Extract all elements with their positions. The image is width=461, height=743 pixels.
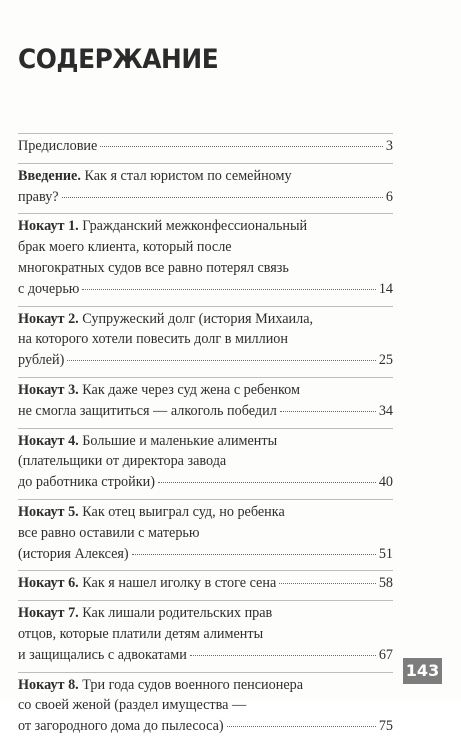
toc-entry-title-line: с дочерью	[18, 280, 80, 297]
toc-entry-line	[18, 716, 393, 737]
toc-entry[interactable]	[18, 499, 393, 570]
dot-leader	[280, 411, 376, 412]
table-of-contents	[18, 133, 393, 743]
dot-leader	[82, 289, 375, 290]
dot-leader	[67, 360, 375, 361]
page-title: СОДЕРЖАНИЕ	[18, 44, 219, 75]
toc-entry-title-line: рублей)	[18, 352, 65, 369]
dot-leader	[158, 482, 376, 483]
toc-entry-text	[18, 218, 307, 234]
toc-entry-line	[18, 380, 393, 401]
toc-entry-text	[18, 626, 263, 642]
toc-entry-title-line: со своей женой (раздел имущества —	[18, 697, 247, 714]
toc-entry-page-number: 58	[378, 575, 393, 592]
toc-entry-title-line: не смогла защититься — алкоголь победил	[18, 402, 277, 419]
toc-entry-label: Нокаут 4.	[18, 432, 79, 449]
toc-entry[interactable]	[18, 600, 393, 671]
toc-entry-text	[18, 504, 285, 520]
toc-entry-line	[18, 216, 393, 237]
toc-entry-title-line: праву?	[18, 188, 59, 205]
toc-entry-text	[18, 311, 313, 327]
toc-entry-label: Нокаут 7.	[18, 605, 79, 622]
toc-entry-line	[18, 401, 393, 422]
toc-entry-text	[18, 605, 272, 621]
toc-entry-page-number: 14	[378, 280, 393, 297]
toc-entry-line	[18, 573, 393, 594]
toc-entry-text	[18, 677, 303, 693]
toc-entry-text	[18, 573, 276, 594]
toc-entry-title-line: Как я стал юристом по семейному	[80, 167, 292, 184]
toc-entry-title-line: Как лишали родительских прав	[78, 605, 273, 622]
toc-entry-page-number: 51	[378, 545, 393, 562]
toc-entry-line	[18, 603, 393, 624]
toc-entry-line	[18, 695, 393, 716]
toc-entry-label: Нокаут 3.	[18, 381, 79, 398]
toc-entry-text	[18, 544, 129, 565]
dot-leader	[132, 554, 376, 555]
toc-entry-text	[18, 187, 59, 208]
toc-entry[interactable]	[18, 672, 393, 743]
toc-entry-page-number: 34	[378, 402, 393, 419]
toc-entry-text	[18, 168, 292, 184]
toc-entry-title-line: на которого хотели повесить долг в миллион	[18, 331, 288, 348]
toc-entry-line	[18, 451, 393, 472]
toc-entry[interactable]	[18, 306, 393, 377]
toc-entry-line	[18, 624, 393, 645]
page-number-badge: 143	[403, 658, 442, 684]
toc-entry-line	[18, 472, 393, 493]
toc-entry-line	[18, 309, 393, 330]
toc-entry-text	[18, 697, 246, 713]
toc-entry-page-number: 6	[385, 188, 393, 205]
toc-entry-page-number: 67	[378, 646, 393, 663]
toc-entry[interactable]	[18, 213, 393, 305]
toc-entry-line	[18, 187, 393, 208]
toc-entry-title-line: отцов, которые платили детям алименты	[18, 625, 264, 642]
toc-entry-text	[18, 401, 277, 422]
toc-entry-label: Нокаут 8.	[18, 676, 79, 693]
toc-entry-title-line: брак моего клиента, который после	[18, 239, 232, 256]
toc-entry-line	[18, 166, 393, 187]
toc-entry-text	[18, 260, 289, 276]
toc-entry-line	[18, 645, 393, 666]
toc-entry-text	[18, 645, 187, 666]
dot-leader	[227, 726, 376, 727]
toc-entry-label: Нокаут 2.	[18, 310, 79, 327]
dot-leader	[62, 197, 383, 198]
toc-entry-title-line: Гражданский межконфессиональный	[78, 218, 308, 235]
toc-entry[interactable]	[18, 163, 393, 214]
toc-entry-title-line: Как отец выиграл суд, но ребенка	[78, 503, 285, 520]
toc-entry-label: Нокаут 5.	[18, 503, 79, 520]
toc-entry-title-line: Супружеский долг (история Михаила,	[78, 310, 314, 327]
toc-entry-line	[18, 544, 393, 565]
toc-entry-line	[18, 502, 393, 523]
toc-entry-title-line: Большие и маленькие алименты	[78, 432, 278, 449]
toc-entry-line	[18, 350, 393, 371]
toc-entry-text	[18, 716, 224, 737]
toc-entry-line	[18, 258, 393, 279]
toc-entry-text	[18, 472, 155, 493]
toc-entry-title-line: и защищались с адвокатами	[18, 646, 187, 663]
toc-entry-text	[18, 433, 277, 449]
toc-entry-label: Введение.	[18, 167, 81, 184]
toc-entry-text	[18, 136, 97, 157]
toc-entry-text	[18, 453, 226, 469]
toc-entry-line	[18, 675, 393, 696]
toc-entry-page-number: 75	[378, 718, 393, 735]
toc-entry-label: Нокаут 6.	[18, 575, 79, 592]
toc-entry-text	[18, 382, 300, 398]
toc-entry-title-line: Как я нашел иголку в стоге сена	[78, 575, 277, 592]
dot-leader	[190, 655, 376, 656]
toc-entry-line	[18, 237, 393, 258]
toc-entry-page-number: 3	[385, 138, 393, 154]
toc-entry-page-number: 40	[378, 474, 393, 491]
toc-entry-title-line: Три года судов военного пенсионера	[78, 676, 304, 693]
toc-entry-title-line: до работника стройки)	[18, 474, 155, 491]
toc-entry[interactable]	[18, 570, 393, 600]
toc-entry-line	[18, 279, 393, 300]
toc-entry-line	[18, 431, 393, 452]
toc-entry-title-line: многократных судов все равно потерял связь	[18, 259, 289, 276]
toc-entry-line	[18, 136, 393, 157]
toc-entry-text	[18, 239, 232, 255]
toc-entry-page-number: 25	[378, 352, 393, 369]
toc-entry[interactable]	[18, 428, 393, 499]
toc-entry-line	[18, 523, 393, 544]
toc-entry-label: Нокаут 1.	[18, 218, 79, 235]
toc-entry-text	[18, 525, 200, 541]
toc-entry[interactable]	[18, 377, 393, 428]
toc-entry-title-line: Предисловие	[18, 138, 98, 154]
toc-entry-text	[18, 279, 79, 300]
toc-entry-title-line: от загородного дома до пылесоса)	[18, 718, 224, 735]
toc-entry-title-line: все равно оставили с матерью	[18, 524, 200, 541]
dot-leader	[100, 146, 383, 147]
toc-entry-title-line: (история Алексея)	[18, 545, 129, 562]
toc-entry-line	[18, 329, 393, 350]
toc-entry[interactable]	[18, 133, 393, 163]
toc-entry-title-line: (плательщики от директора завода	[18, 453, 227, 470]
dot-leader	[279, 583, 376, 584]
toc-entry-title-line: Как даже через суд жена с ребенком	[78, 381, 300, 398]
toc-entry-text	[18, 331, 288, 347]
toc-entry-text	[18, 350, 64, 371]
